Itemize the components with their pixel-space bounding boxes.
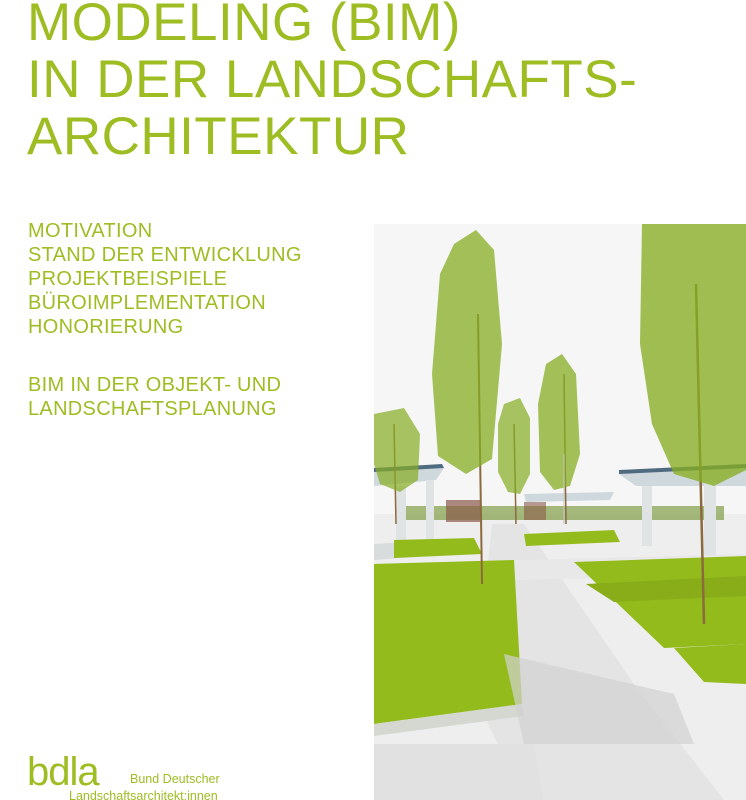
contents-item: LANDSCHAFTSPLANUNG: [28, 398, 277, 420]
title-line-3: ARCHITEKTUR: [27, 107, 410, 166]
contents-list: [28, 219, 302, 339]
bdla-logo: [27, 752, 357, 800]
logo-text-line-1: Bund Deutscher: [130, 772, 220, 786]
page-title: [27, 0, 637, 165]
title-line-2: IN DER LANDSCHAFTS-: [27, 50, 638, 109]
title-line-1: MODELING (BIM): [27, 0, 461, 52]
landscape-render-image: [374, 224, 746, 800]
contents-item: PROJEKTBEISPIELE: [28, 268, 228, 290]
contents-item: BIM IN DER OBJEKT- UND: [28, 374, 282, 396]
contents-list-secondary: [28, 373, 281, 421]
contents-item: BÜROIMPLEMENTATION: [28, 292, 267, 314]
logo-mark: bdla: [27, 752, 99, 794]
logo-text-line-2: Landschaftsarchitekt:innen: [69, 789, 218, 800]
contents-item: STAND DER ENTWICKLUNG: [28, 244, 302, 266]
contents-item: MOTIVATION: [28, 220, 153, 242]
contents-item: HONORIERUNG: [28, 316, 184, 338]
